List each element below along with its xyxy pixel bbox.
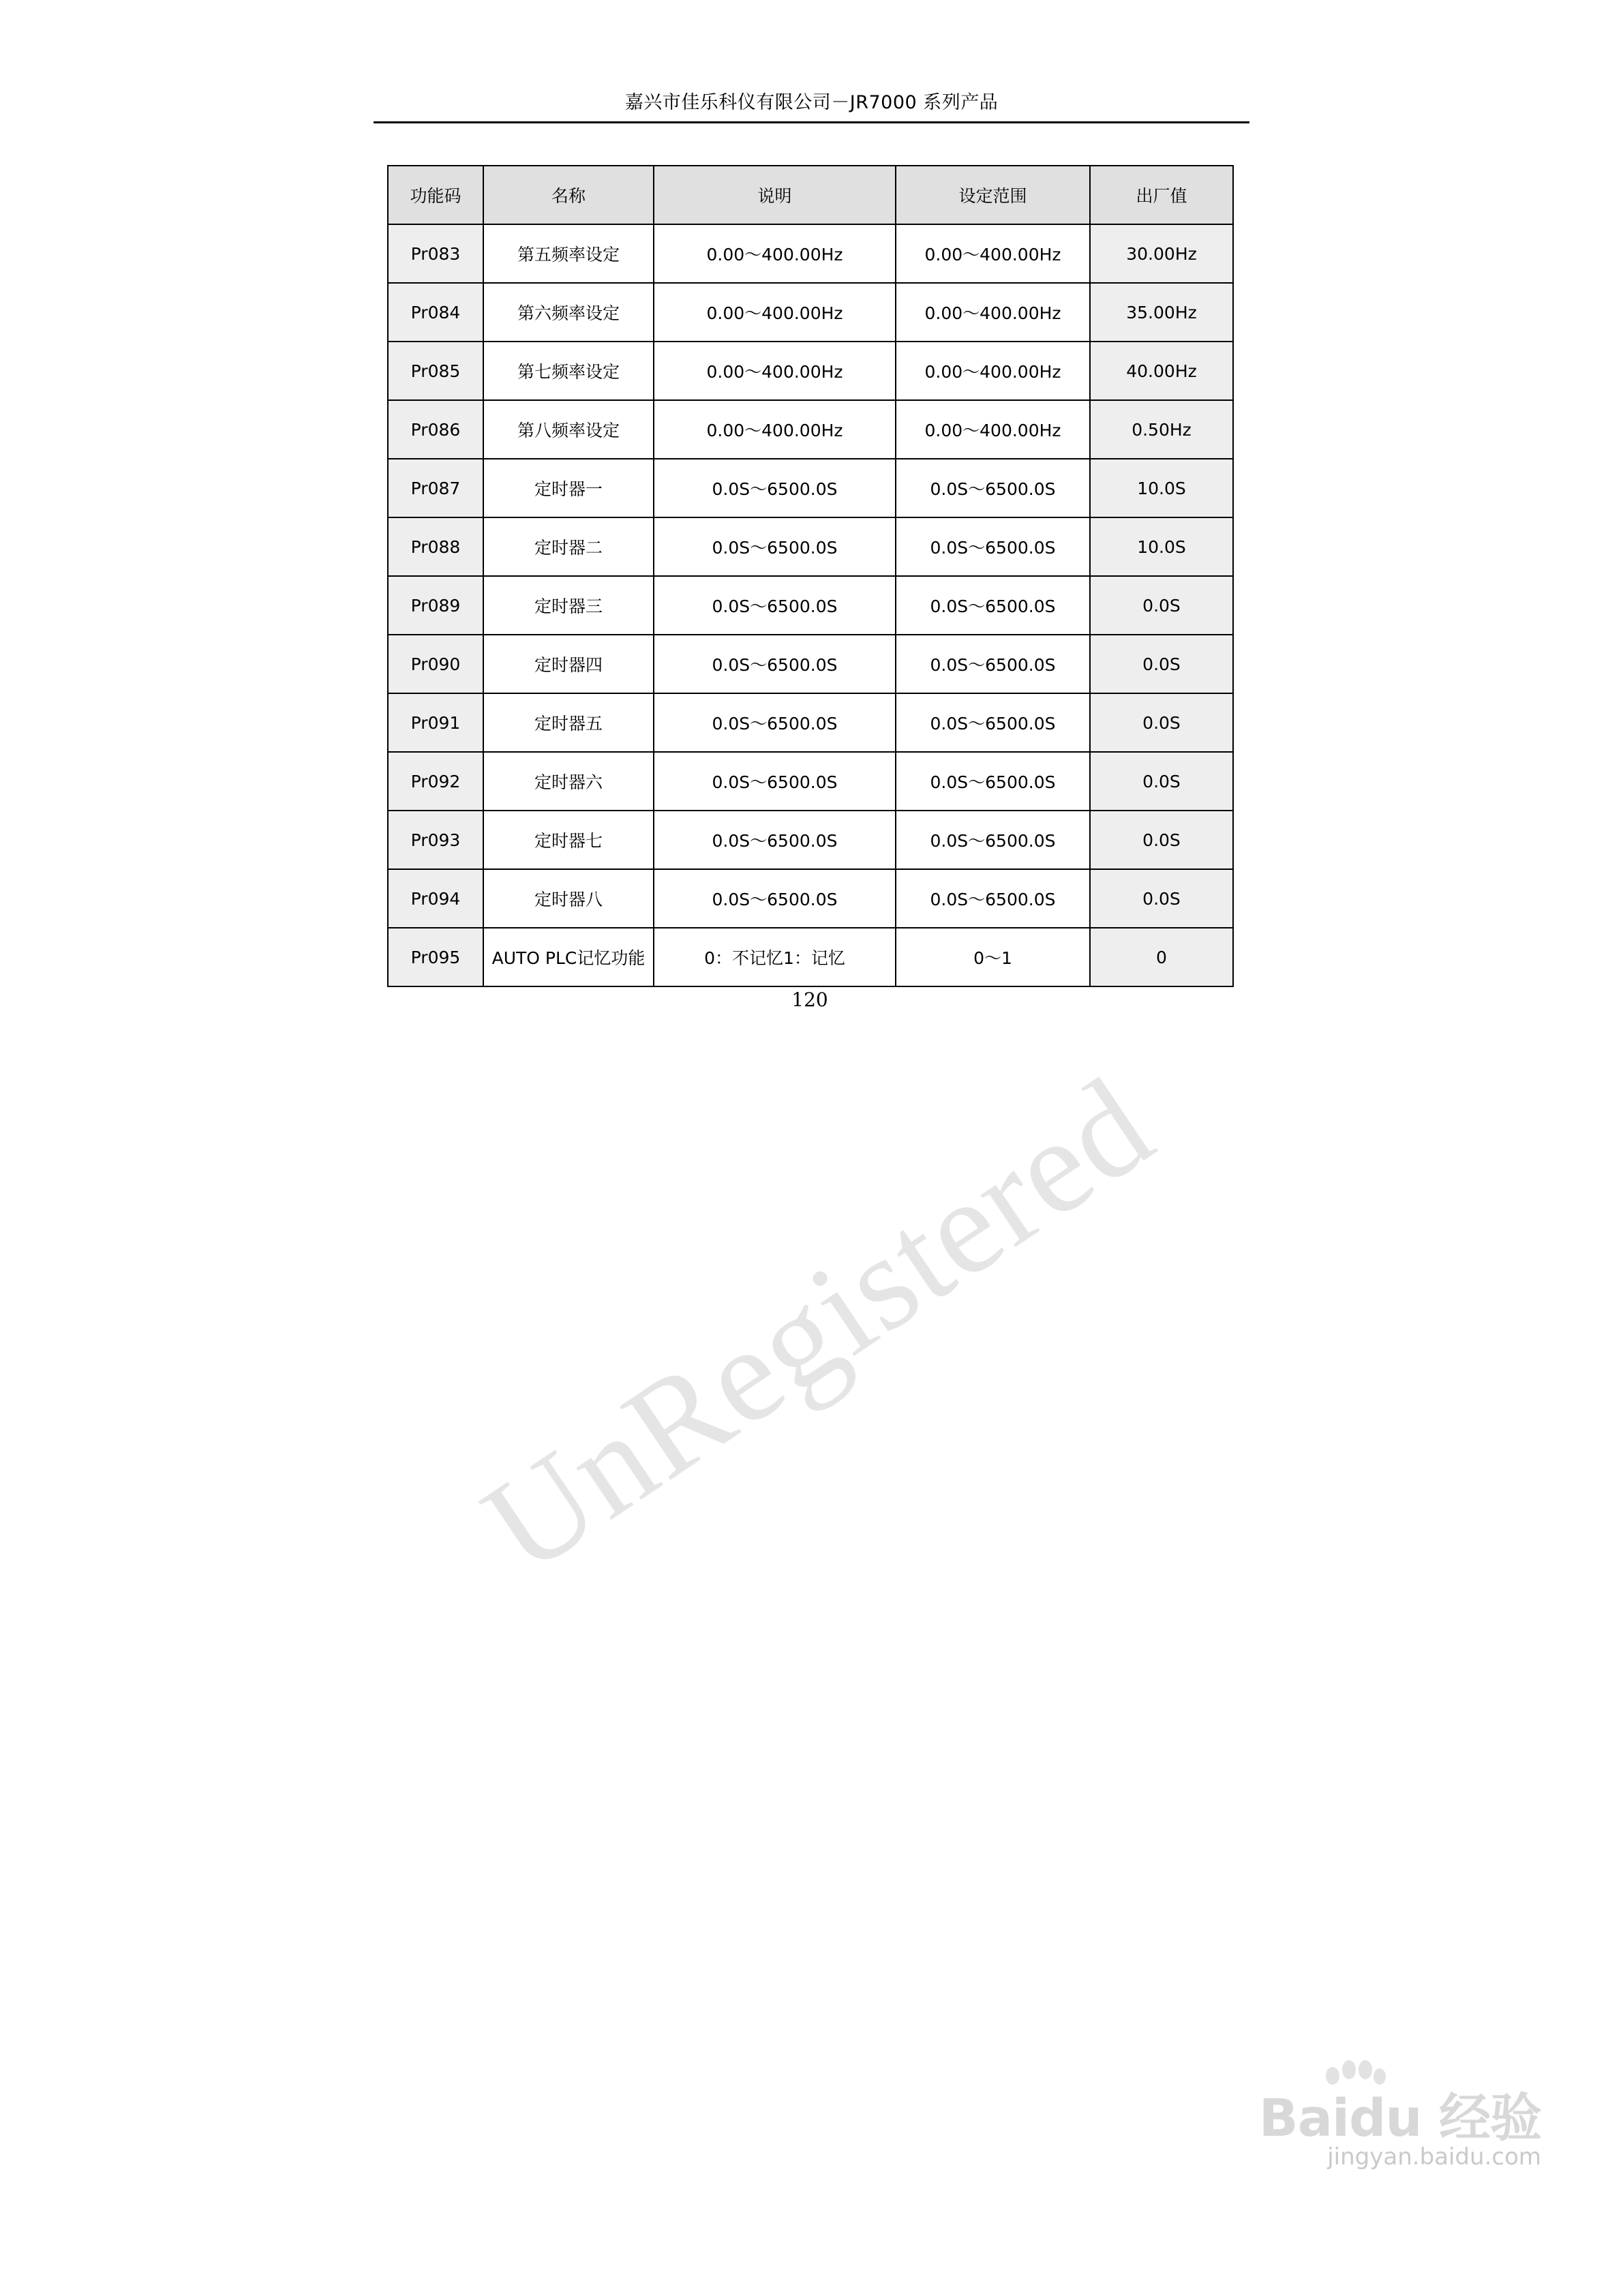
cell-description: 0.0S～6500.0S: [654, 869, 896, 928]
baidu-logo: [1173, 2057, 1541, 2194]
table-row: [388, 400, 1233, 459]
cell-description: 0：不记忆1：记忆: [654, 928, 896, 986]
cell-name: 第六频率设定: [483, 283, 654, 342]
cell-code: Pr083: [388, 224, 483, 283]
table-row: [388, 459, 1233, 517]
cell-range: 0.00～400.00Hz: [896, 342, 1090, 400]
cell-default: 10.0S: [1090, 517, 1233, 576]
cell-name: 定时器四: [483, 635, 654, 693]
cell-name: 定时器八: [483, 869, 654, 928]
cell-description: 0.0S～6500.0S: [654, 635, 896, 693]
cell-range: 0.0S～6500.0S: [896, 635, 1090, 693]
cell-code: Pr090: [388, 635, 483, 693]
cell-default: 10.0S: [1090, 459, 1233, 517]
parameter-table-wrapper: [387, 165, 1232, 987]
cell-range: 0.0S～6500.0S: [896, 869, 1090, 928]
table-row: [388, 635, 1233, 693]
cell-name: 定时器六: [483, 752, 654, 811]
cell-default: 0.0S: [1090, 752, 1233, 811]
header-title: 嘉兴市佳乐科仪有限公司－JR7000 系列产品: [624, 92, 999, 113]
table-row: [388, 283, 1233, 342]
cell-name: 第七频率设定: [483, 342, 654, 400]
cell-range: 0.0S～6500.0S: [896, 576, 1090, 635]
cell-code: Pr089: [388, 576, 483, 635]
cell-range: 0.0S～6500.0S: [896, 459, 1090, 517]
cell-name: 第八频率设定: [483, 400, 654, 459]
cell-default: 30.00Hz: [1090, 224, 1233, 283]
cell-name: 定时器三: [483, 576, 654, 635]
table-row: [388, 752, 1233, 811]
page-number: 120: [791, 988, 828, 1011]
cell-name: 定时器二: [483, 517, 654, 576]
cell-code: Pr084: [388, 283, 483, 342]
cell-default: 40.00Hz: [1090, 342, 1233, 400]
table-row: [388, 869, 1233, 928]
cell-code: Pr094: [388, 869, 483, 928]
cell-default: 0.0S: [1090, 811, 1233, 869]
cell-range: 0.00～400.00Hz: [896, 224, 1090, 283]
baidu-logo-text: Baidu 经验: [1258, 2087, 1541, 2148]
header-divider: [374, 121, 1249, 123]
table-row: [388, 517, 1233, 576]
table-row: [388, 224, 1233, 283]
cell-description: 0.00～400.00Hz: [654, 400, 896, 459]
cell-code: Pr088: [388, 517, 483, 576]
cell-code: Pr093: [388, 811, 483, 869]
cell-range: 0.00～400.00Hz: [896, 400, 1090, 459]
cell-range: 0.00～400.00Hz: [896, 283, 1090, 342]
cell-description: 0.00～400.00Hz: [654, 224, 896, 283]
cell-description: 0.0S～6500.0S: [654, 459, 896, 517]
column-header-range: 设定范围: [896, 166, 1090, 224]
table-row: [388, 342, 1233, 400]
cell-range: 0.0S～6500.0S: [896, 693, 1090, 752]
watermark-text: UnRegistered: [458, 1048, 1178, 1603]
cell-range: 0.0S～6500.0S: [896, 517, 1090, 576]
cell-default: 0.0S: [1090, 576, 1233, 635]
cell-code: Pr085: [388, 342, 483, 400]
table-header-row: [388, 166, 1233, 224]
cell-description: 0.0S～6500.0S: [654, 517, 896, 576]
column-header-default: 出厂值: [1090, 166, 1233, 224]
cell-range: 0.0S～6500.0S: [896, 752, 1090, 811]
column-header-name: 名称: [483, 166, 654, 224]
cell-default: 0.50Hz: [1090, 400, 1233, 459]
table-row: [388, 576, 1233, 635]
cell-name: 第五频率设定: [483, 224, 654, 283]
cell-name: AUTO PLC记忆功能: [483, 928, 654, 986]
cell-name: 定时器七: [483, 811, 654, 869]
cell-range: 0～1: [896, 928, 1090, 986]
column-header-description: 说明: [654, 166, 896, 224]
table-row: [388, 693, 1233, 752]
baidu-url: jingyan.baidu.com: [1327, 2143, 1541, 2171]
cell-code: Pr095: [388, 928, 483, 986]
cell-name: 定时器一: [483, 459, 654, 517]
cell-code: Pr091: [388, 693, 483, 752]
cell-description: 0.0S～6500.0S: [654, 576, 896, 635]
cell-default: 0: [1090, 928, 1233, 986]
table-row: [388, 811, 1233, 869]
cell-range: 0.0S～6500.0S: [896, 811, 1090, 869]
cell-code: Pr087: [388, 459, 483, 517]
cell-description: 0.00～400.00Hz: [654, 342, 896, 400]
cell-description: 0.0S～6500.0S: [654, 811, 896, 869]
cell-description: 0.00～400.00Hz: [654, 283, 896, 342]
cell-name: 定时器五: [483, 693, 654, 752]
page-header: [374, 87, 1249, 114]
cell-default: 0.0S: [1090, 635, 1233, 693]
column-header-code: 功能码: [388, 166, 483, 224]
cell-code: Pr086: [388, 400, 483, 459]
cell-code: Pr092: [388, 752, 483, 811]
cell-default: 0.0S: [1090, 869, 1233, 928]
cell-default: 35.00Hz: [1090, 283, 1233, 342]
parameter-table: [387, 165, 1234, 987]
cell-default: 0.0S: [1090, 693, 1233, 752]
watermark: [409, 1023, 1227, 1636]
table-row: [388, 928, 1233, 986]
cell-description: 0.0S～6500.0S: [654, 752, 896, 811]
cell-description: 0.0S～6500.0S: [654, 693, 896, 752]
